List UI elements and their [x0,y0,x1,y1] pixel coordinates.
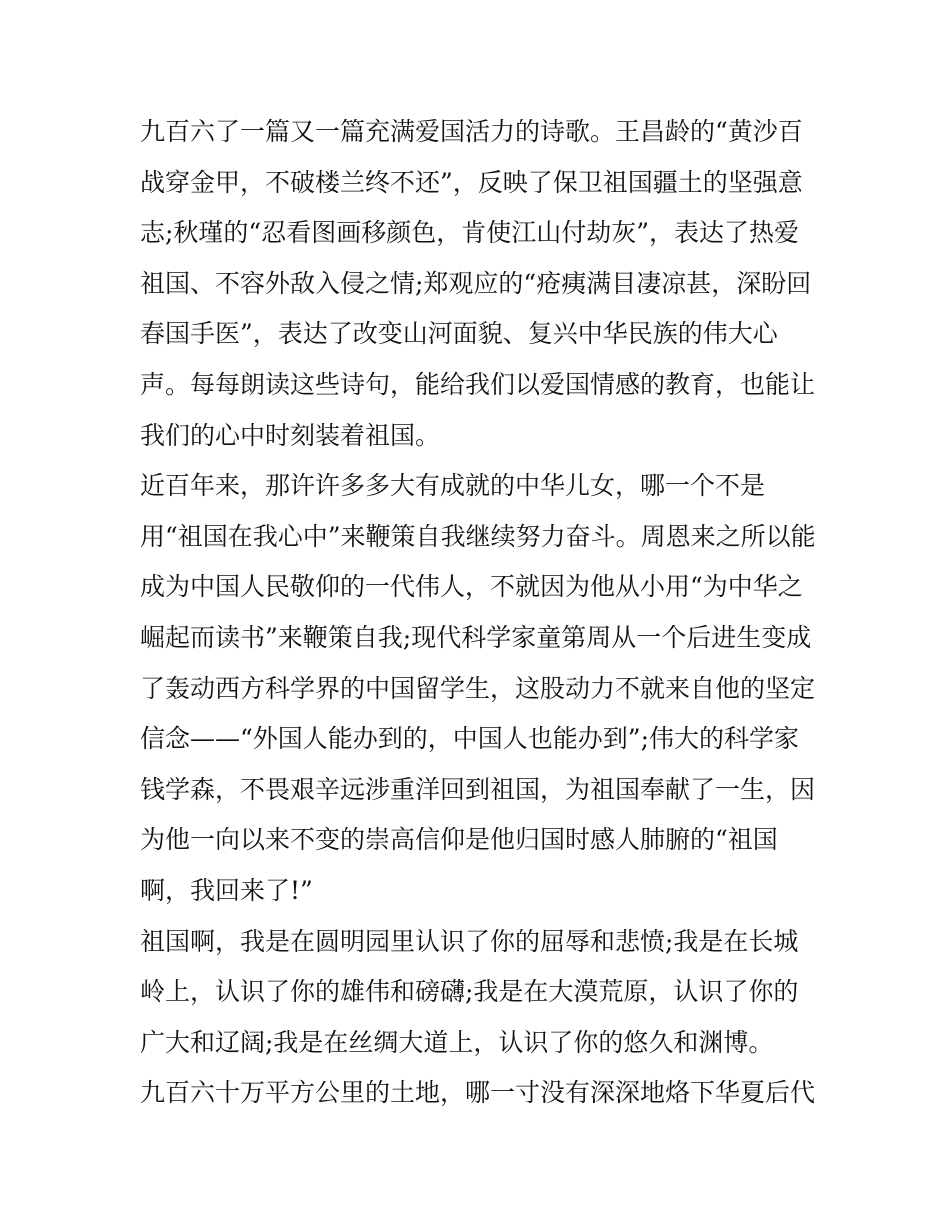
text-line: 我们的心中时刻装着祖国。 [140,420,441,450]
text-line: 信念——“外国人能办到的，中国人也能办到”;伟大的科学家 [140,724,799,754]
text-line: 啊，我回来了!” [140,875,313,905]
text-line: 钱学森，不畏艰辛远涉重洋回到祖国，为祖国奉献了一生，因 [140,774,816,804]
text-line: 近百年来，那许许多多大有成就的中华儿女，哪一个不是 [140,471,766,501]
text-line: 声。每每朗读这些诗句，能给我们以爱国情感的教育，也能让 [140,369,816,399]
text-line: 志;秋瑾的“忍看图画移颜色，肯使江山付劫灰”，表达了热爱 [140,218,799,248]
text-line: 九百六十万平方公里的土地，哪一寸没有深深地烙下华夏后代 [140,1078,816,1108]
text-line: 岭上，认识了你的雄伟和磅礴;我是在大漠荒原，认识了你的 [140,977,799,1007]
text-line: 为他一向以来不变的崇高信仰是他归国时感人肺腑的“祖国 [140,825,778,855]
document-body [140,107,820,1119]
text-line: 战穿金甲，不破楼兰终不还”，反映了保卫祖国疆土的坚强意 [140,167,803,197]
text-line: 祖国啊，我是在圆明园里认识了你的屈辱和悲愤;我是在长城 [140,926,799,956]
text-line: 广大和辽阔;我是在丝绸大道上，认识了你的悠久和渊博。 [140,1027,774,1057]
text-line: 了轰动西方科学界的中国留学生，这股动力不就来自他的坚定 [140,673,816,703]
text-line: 崛起而读书”来鞭策自我;现代科学家童第周从一个后进生变成 [140,622,812,652]
text-line: 用“祖国在我心中”来鞭策自我继续努力奋斗。周恩来之所以能 [140,521,816,551]
text-line: 祖国、不容外敌入侵之情;郑观应的“疮痍满目凄凉甚，深盼回 [140,268,812,298]
text-line: 九百六了一篇又一篇充满爱国活力的诗歌。王昌龄的“黄沙百 [140,117,803,146]
text-line: 成为中国人民敬仰的一代伟人，不就因为他从小用“为中华之 [140,572,803,602]
text-line: 春国手医”，表达了改变山河面貌、复兴中华民族的伟大心 [140,319,778,349]
